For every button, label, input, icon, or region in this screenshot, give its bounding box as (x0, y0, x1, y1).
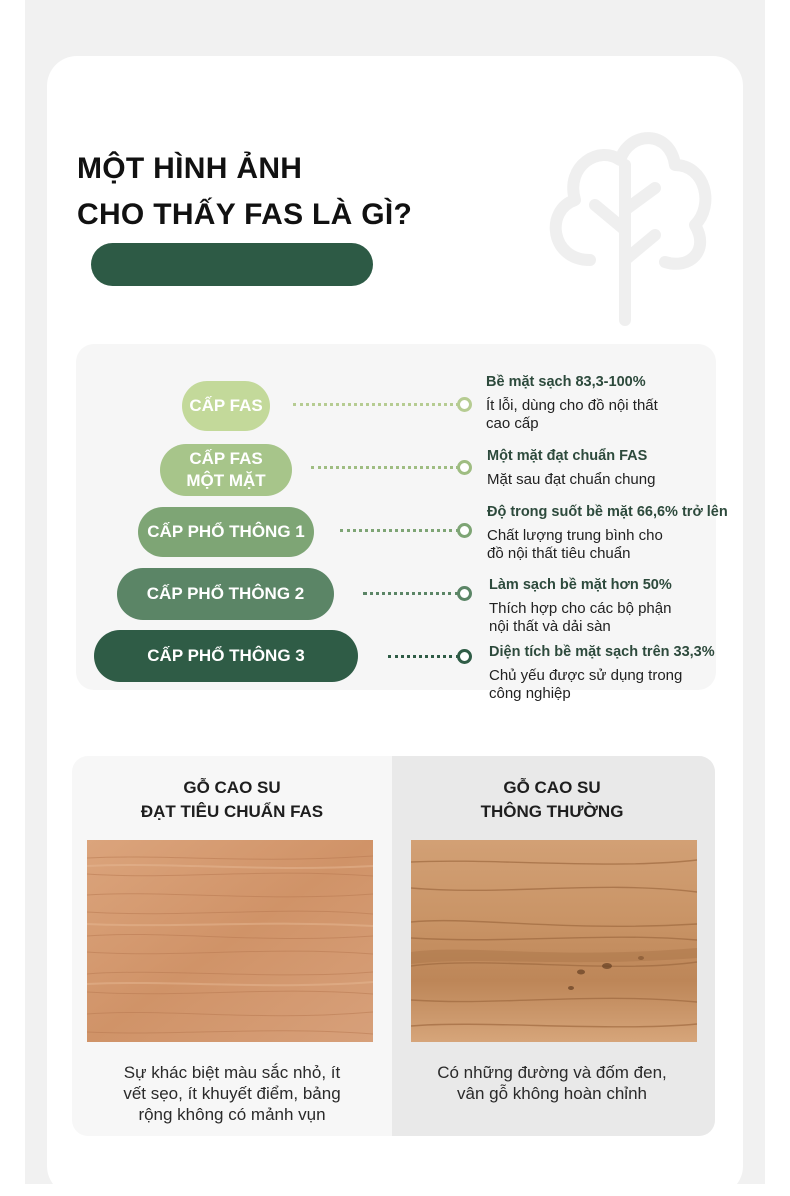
grade-desc-line-1: Thích hợp cho các bộ phận (489, 600, 672, 617)
connector-line (363, 592, 459, 595)
fas-wood-caption (72, 1062, 392, 1125)
grade-label: CẤP PHỔ THÔNG 2 (146, 584, 305, 603)
grade-desc-title: Diện tích bề mặt sạch trên 33,3% (489, 644, 715, 660)
grade-label: CẤP FAS (189, 396, 263, 415)
grade-description-common-2 (489, 576, 672, 636)
grade-pill-common-1 (138, 507, 314, 557)
grade-desc-line-1: Mặt sau đạt chuẩn chung (487, 471, 656, 488)
regular-wood-title-line-1: GỖ CAO SU (503, 778, 601, 797)
grade-desc-line-1: Chất lượng trung bình cho (487, 527, 663, 544)
connector-ring (457, 397, 472, 412)
regular-caption-line-1: Có những đường và đốm đen, (437, 1063, 667, 1082)
grade-label: CẤP PHỔ THÔNG 3 (147, 646, 305, 665)
grade-desc-line-2: đồ nội thất tiêu chuẩn (487, 545, 631, 562)
grade-desc-title: Bề mặt sạch 83,3-100% (486, 374, 646, 390)
connector-line (388, 655, 459, 658)
grade-label-line-1: CẤP FAS (189, 449, 263, 468)
grade-pill-fas-one-face (160, 444, 292, 496)
fas-caption-line-1: Sự khác biệt màu sắc nhỏ, ít (123, 1063, 341, 1082)
grade-desc-line-2: nội thất và dải sàn (489, 618, 611, 635)
regular-wood-image (411, 840, 697, 1042)
fas-caption-line-3: rộng không có mảnh vụn (138, 1105, 326, 1124)
grade-pill-common-2 (117, 568, 334, 620)
grade-desc-title: Độ trong suốt bề mặt 66,6% trở lên (487, 504, 728, 520)
connector-ring (457, 460, 472, 475)
grade-description-common-3 (489, 643, 715, 703)
page-title (77, 146, 517, 238)
fas-wood-image (87, 840, 373, 1042)
connector-ring (457, 523, 472, 538)
regular-wood-caption (392, 1062, 712, 1104)
fas-caption-line-2: vết sẹo, ít khuyết điểm, bảng (123, 1084, 341, 1103)
grade-label-line-2: MỘT MẶT (186, 471, 266, 490)
grade-desc-line-2: cao cấp (486, 415, 539, 432)
fas-wood-title (72, 776, 392, 824)
connector-line (293, 403, 459, 406)
grade-desc-line-2: công nghiệp (489, 685, 571, 702)
fas-wood-title-line-1: GỖ CAO SU (183, 778, 281, 797)
title-line-1: MỘT HÌNH ẢNH (77, 152, 303, 185)
comparison-panel (72, 756, 715, 1136)
title-accent-bar (91, 243, 373, 286)
grade-description-common-1 (487, 503, 728, 563)
grade-desc-title: Một mặt đạt chuẩn FAS (487, 448, 648, 464)
grade-desc-title: Làm sạch bề mặt hơn 50% (489, 577, 672, 593)
grade-desc-line-1: Chủ yếu được sử dụng trong (489, 667, 683, 684)
connector-ring (457, 649, 472, 664)
grade-description-fas (486, 373, 658, 433)
title-line-2: CHO THẤY FAS LÀ GÌ? (77, 198, 413, 231)
grade-description-fas-one-face (487, 447, 655, 489)
grade-label: CẤP PHỔ THÔNG 1 (147, 522, 305, 541)
connector-ring (457, 586, 472, 601)
connector-line (311, 466, 459, 469)
tree-icon (530, 110, 720, 330)
grade-pill-fas (182, 381, 270, 431)
connector-line (340, 529, 459, 532)
grade-desc-line-1: Ít lỗi, dùng cho đồ nội thất (486, 397, 658, 414)
regular-wood-title (392, 776, 712, 824)
grade-pill-common-3 (94, 630, 358, 682)
fas-wood-title-line-2: ĐẠT TIÊU CHUẨN FAS (140, 802, 324, 821)
regular-caption-line-2: vân gỗ không hoàn chỉnh (457, 1084, 647, 1103)
regular-wood-title-line-2: THÔNG THƯỜNG (480, 802, 624, 821)
